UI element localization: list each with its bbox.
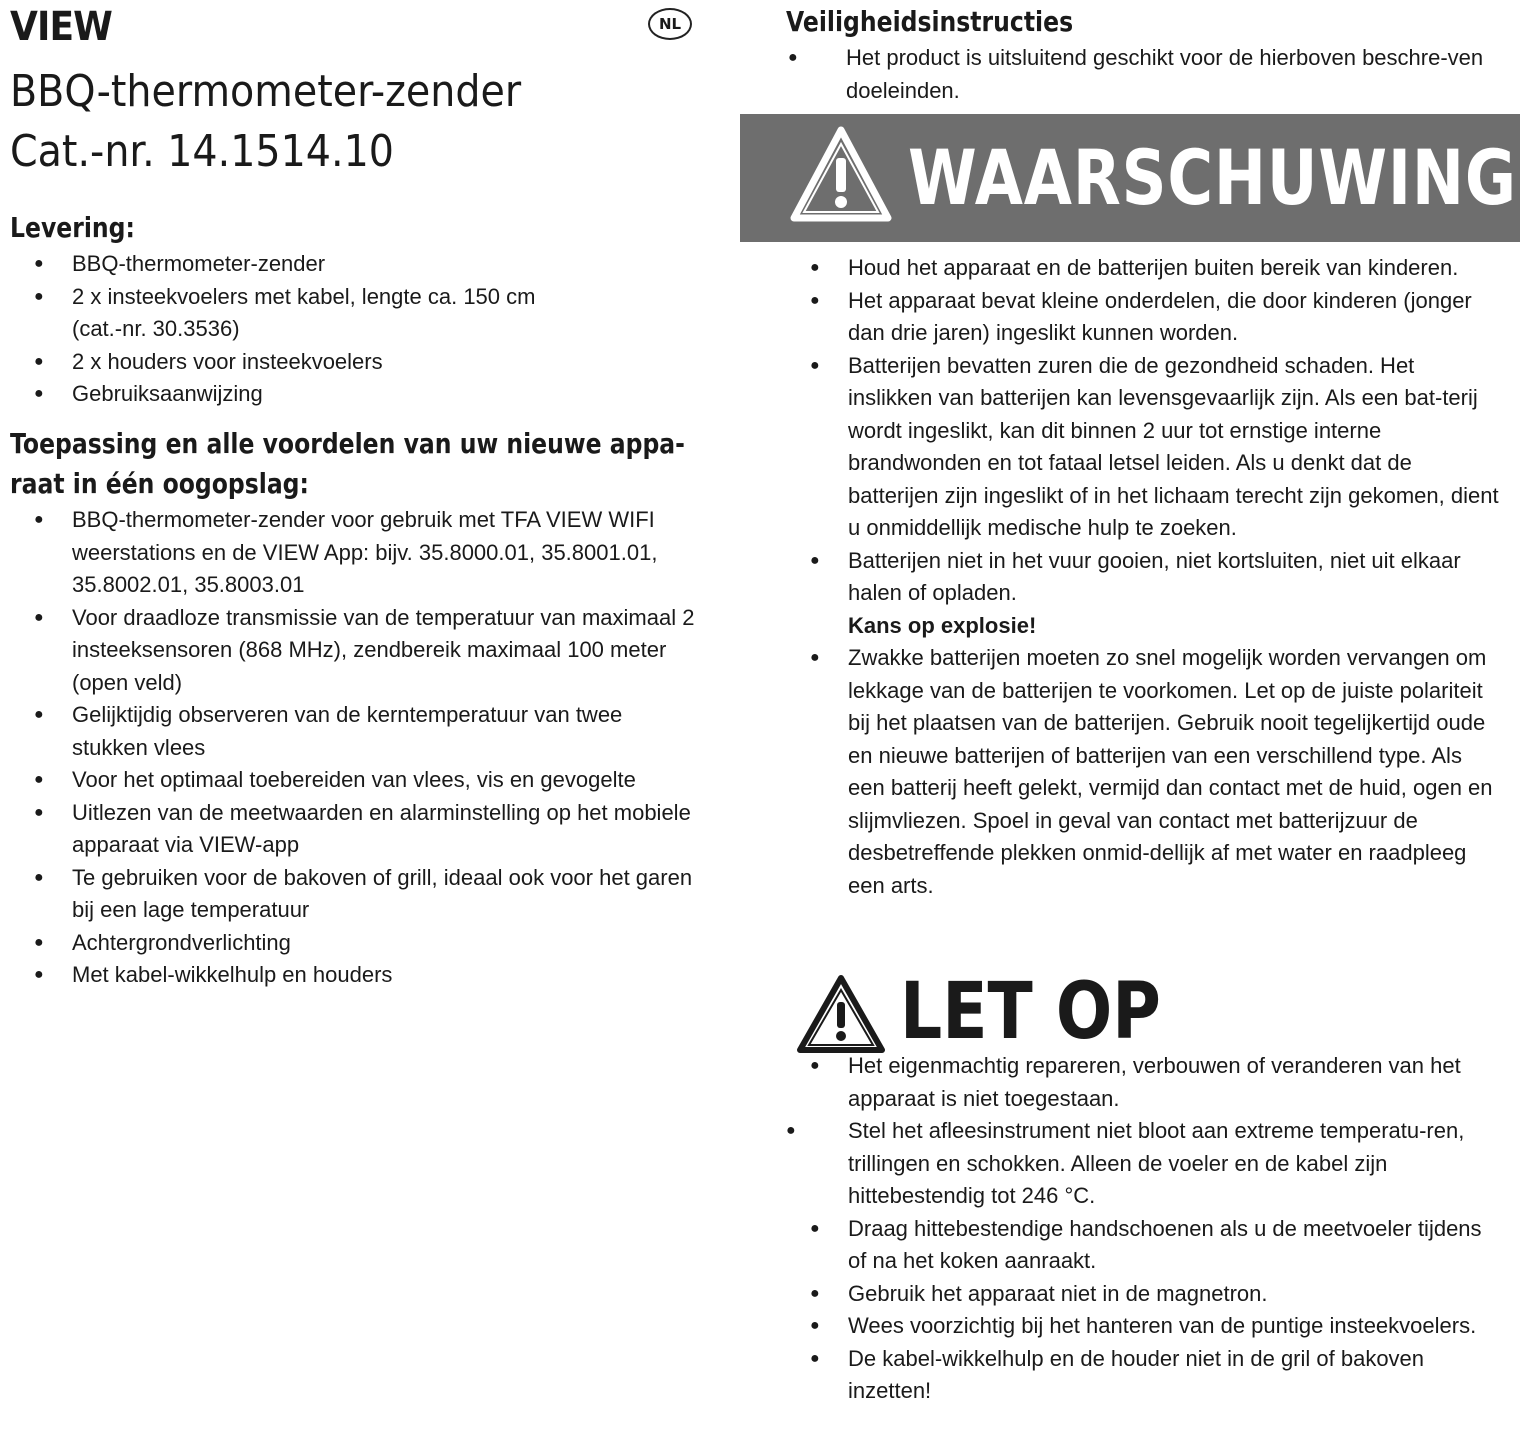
list-item: ● Zwakke batterijen moeten zo snel mogelijk worden vervangen om lekkage van de batterijen te voorkomen. Let op de juiste polariteit bij het plaatsen van de batterijen. Gebruik nooit tegelijkertijd oude en nieuwe batterijen of batterijen van een verschillend type. Als een batterij heeft gelekt, vermijd dan contact met de huid, ogen en slijmvliezen. Spoel in geval van contact met batterijzuur de desbetreffende plekken onmid-dellijk af met water en raadpleeg een arts.: [742, 642, 1502, 902]
veiligheid-heading: Veiligheidsinstructies: [786, 5, 1074, 38]
list-item: ● Voor het optimaal toebereiden van vlees, vis en gevogelte: [10, 764, 700, 797]
let-op-list: [742, 1050, 1502, 1408]
toepassing-heading-line2: raat in één oogopslag:: [10, 467, 309, 500]
levering-heading: Levering:: [10, 211, 135, 244]
warning-triangle-icon: [788, 124, 894, 224]
list-item: ● Gebruiksaanwijzing: [10, 378, 570, 411]
list-item: ● Gelijktijdig observeren van de kerntemperatuur van twee stukken vlees: [10, 699, 700, 764]
warning-banner: [740, 114, 1520, 242]
list-item: ● Het eigenmachtig repareren, verbouwen of veranderen van het apparaat is niet toegestaan.: [742, 1050, 1502, 1115]
product-title: BBQ-thermometer-zender: [10, 66, 522, 117]
veiligheid-list: [742, 42, 1502, 107]
warning-label: WAARSCHUWING: [908, 133, 1517, 222]
caution-triangle-icon: [796, 974, 886, 1054]
list-item: ● Met kabel-wikkelhulp en houders: [10, 959, 700, 992]
list-item: ● Houd het apparaat en de batterijen buiten bereik van kinderen.: [742, 252, 1502, 285]
list-item: ● 2 x houders voor insteekvoelers: [10, 346, 570, 379]
waarschuwing-list: [742, 252, 1502, 902]
list-item: ● Het apparaat bevat kleine onderdelen, die door kinderen (jonger dan drie jaren) ingeslikt kunnen worden.: [742, 285, 1502, 350]
list-item: [742, 545, 1502, 643]
language-badge: NL: [648, 8, 692, 40]
catalog-number: Cat.-nr. 14.1514.10: [10, 126, 394, 177]
list-item: ● Te gebruiken voor de bakoven of grill, ideaal ook voor het garen bij een lage temperatuur: [10, 862, 700, 927]
levering-list: [10, 248, 570, 411]
list-item: ● Achtergrondverlichting: [10, 927, 700, 960]
list-item: ● Gebruik het apparaat niet in de magnetron.: [742, 1278, 1502, 1311]
brand-title: VIEW: [10, 4, 112, 50]
explosion-note: Kans op explosie!: [848, 612, 1037, 638]
list-item: ● BBQ-thermometer-zender: [10, 248, 570, 281]
list-item: ● Wees voorzichtig bij het hanteren van de puntige insteekvoelers.: [742, 1310, 1502, 1343]
list-item: ● Uitlezen van de meetwaarden en alarminstelling op het mobiele apparaat via VIEW-app: [10, 797, 700, 862]
list-item: ● Draag hittebestendige handschoenen als u de meetvoeler tijdens of na het koken aanraakt.: [742, 1213, 1502, 1278]
list-item: ● 2 x insteekvoelers met kabel, lengte ca. 150 cm (cat.-nr. 30.3536): [10, 281, 570, 346]
list-item-text: ● Batterijen niet in het vuur gooien, niet kortsluiten, niet uit elkaar halen of opladen.: [848, 547, 1461, 605]
toepassing-heading-line1: Toepassing en alle voordelen van uw nieuwe appa-: [10, 427, 685, 460]
toepassing-list: [10, 504, 700, 992]
list-item: ● BBQ-thermometer-zender voor gebruik met TFA VIEW WIFI weerstations en de VIEW App: bijv. 35.8000.01, 35.8001.01, 35.8002.01, 35.8003.01: [10, 504, 700, 602]
list-item: ● De kabel-wikkelhulp en de houder niet in de gril of bakoven inzetten!: [742, 1343, 1502, 1408]
toepassing-section: [10, 424, 710, 992]
list-item: ● Voor draadloze transmissie van de temperatuur van maximaal 2 insteeksensoren (868 MHz), zendbereik maximaal 100 meter (open veld): [10, 602, 700, 700]
let-op-label: LET OP: [900, 967, 1161, 1057]
list-item: ● Batterijen bevatten zuren die de gezondheid schaden. Het inslikken van batterijen kan levensgevaarlijk zijn. Als een bat-terij wordt ingeslikt, kan dit binnen 2 uur tot ernstige interne brandwonden en tot fataal letsel leiden. Als u denkt dat de batterijen zijn ingeslikt of in het lichaam terecht zijn gekomen, dient u onmiddellijk medische hulp te zoeken.: [742, 350, 1502, 545]
list-item: ● Het product is uitsluitend geschikt voor de hierboven beschre-ven doeleinden.: [742, 42, 1502, 107]
list-item: ● Stel het afleesinstrument niet bloot aan extreme temperatu-ren, trillingen en schokken. Alleen de voeler en de kabel zijn hittebestendig tot 246 °C.: [742, 1115, 1502, 1213]
levering-section: [10, 208, 700, 411]
